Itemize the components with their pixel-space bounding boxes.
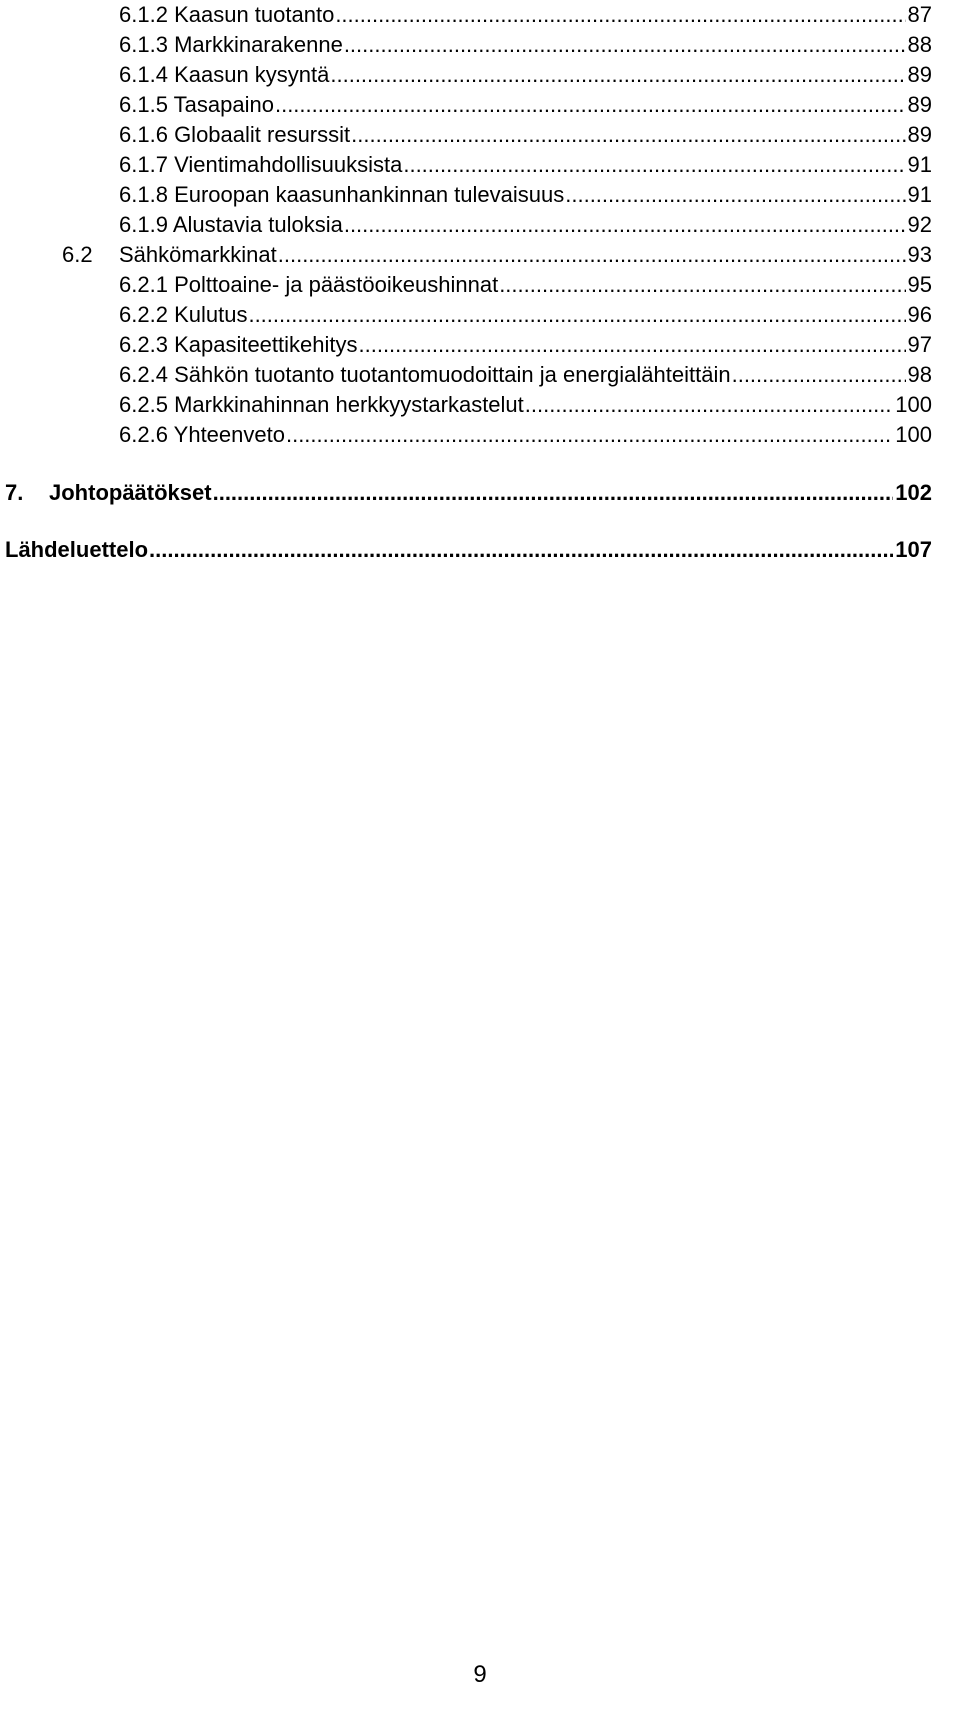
dot-leader bbox=[499, 270, 905, 300]
toc-entry-6-2-2[interactable] bbox=[119, 300, 932, 330]
toc-entry-number: 6.1.5 bbox=[119, 92, 168, 117]
toc-entry-7[interactable] bbox=[5, 478, 932, 508]
toc-entry-number: 6.1.4 bbox=[119, 62, 168, 87]
toc-entry-number: 6.2.1 bbox=[119, 272, 168, 297]
toc-entry-number: 7. bbox=[5, 480, 24, 505]
toc-entry-6-2-6[interactable] bbox=[119, 420, 932, 450]
dot-leader bbox=[344, 210, 906, 240]
toc-entry-6-1-4[interactable] bbox=[119, 60, 932, 90]
toc-entry-title: Polttoaine- ja päästöoikeushinnat bbox=[174, 272, 499, 297]
dot-leader bbox=[213, 478, 894, 508]
dot-leader bbox=[351, 120, 905, 150]
dot-leader bbox=[344, 30, 906, 60]
toc-entry-6-2-5[interactable] bbox=[119, 390, 932, 420]
toc-entry-number: 6.2.4 bbox=[119, 362, 168, 387]
toc-entry-lahdeluettelo[interactable] bbox=[5, 535, 932, 565]
toc-entry-number: 6.2.5 bbox=[119, 392, 168, 417]
toc-entry-number: 6.1.7 bbox=[119, 152, 168, 177]
toc-entry-number: 6.1.2 bbox=[119, 2, 168, 27]
toc-entry-page: 92 bbox=[907, 212, 932, 237]
toc-entry-title: Kaasun tuotanto bbox=[174, 2, 335, 27]
page-number: 9 bbox=[473, 1661, 487, 1688]
toc-entry-page: 100 bbox=[895, 392, 932, 417]
toc-entry-page: 89 bbox=[907, 62, 932, 87]
toc-entry-page: 98 bbox=[907, 362, 932, 387]
toc-entry-6-2-3[interactable] bbox=[119, 330, 932, 360]
toc-entry-6-1-8[interactable] bbox=[119, 180, 932, 210]
toc-entry-title: Markkinarakenne bbox=[174, 32, 343, 57]
toc-entry-page: 87 bbox=[907, 2, 932, 27]
toc-entry-title: Vientimahdollisuuksista bbox=[174, 152, 403, 177]
dot-leader bbox=[278, 240, 906, 270]
toc-entry-number: 6.2.3 bbox=[119, 332, 168, 357]
toc-entry-title: Sähkömarkkinat bbox=[119, 242, 277, 267]
toc-entry-6-1-2[interactable] bbox=[119, 0, 932, 30]
toc-entry-page: 89 bbox=[907, 92, 932, 117]
dot-leader bbox=[403, 150, 905, 180]
dot-leader bbox=[335, 0, 905, 30]
toc-entry-number: 6.1.8 bbox=[119, 182, 168, 207]
toc-entry-page: 91 bbox=[907, 152, 932, 177]
dot-leader bbox=[286, 420, 893, 450]
toc-entry-title: Kulutus bbox=[174, 302, 248, 327]
toc-entry-6-2-1[interactable] bbox=[119, 270, 932, 300]
toc-entry-page: 107 bbox=[895, 537, 932, 562]
toc-entry-number: 6.2.2 bbox=[119, 302, 168, 327]
toc-entry-page: 91 bbox=[907, 182, 932, 207]
dot-leader bbox=[525, 390, 894, 420]
toc-entry-title: Markkinahinnan herkkyystarkastelut bbox=[174, 392, 524, 417]
dot-leader bbox=[248, 300, 905, 330]
toc-entry-title: Kaasun kysyntä bbox=[174, 62, 330, 87]
toc-entry-title: Kapasiteettikehitys bbox=[174, 332, 358, 357]
toc-entry-page: 89 bbox=[907, 122, 932, 147]
toc-entry-title: Sähkön tuotanto tuotantomuodoittain ja energialähteittäin bbox=[174, 362, 731, 387]
toc-entry-number: 6.1.3 bbox=[119, 32, 168, 57]
toc-entry-page: 95 bbox=[907, 272, 932, 297]
toc-entry-title: Yhteenveto bbox=[173, 422, 285, 447]
toc-entry-number: 6.2 bbox=[62, 242, 93, 267]
toc-entry-page: 96 bbox=[907, 302, 932, 327]
toc-entry-6-2-4[interactable] bbox=[119, 360, 932, 390]
toc-entry-6-1-3[interactable] bbox=[119, 30, 932, 60]
toc-entry-page: 97 bbox=[907, 332, 932, 357]
toc-entry-6-2[interactable] bbox=[62, 240, 932, 270]
toc-entry-page: 102 bbox=[895, 480, 932, 505]
toc-entry-6-1-5[interactable] bbox=[119, 90, 932, 120]
toc-entry-title: Tasapaino bbox=[173, 92, 274, 117]
dot-leader bbox=[149, 535, 893, 565]
toc-entry-6-1-7[interactable] bbox=[119, 150, 932, 180]
toc-entry-6-1-9[interactable] bbox=[119, 210, 932, 240]
toc-entry-number: 6.1.6 bbox=[119, 122, 168, 147]
dot-leader bbox=[275, 90, 906, 120]
dot-leader bbox=[565, 180, 905, 210]
toc-entry-title: Johtopäätökset bbox=[49, 480, 212, 505]
dot-leader bbox=[330, 60, 905, 90]
toc-entry-title: Globaalit resurssit bbox=[174, 122, 351, 147]
toc-entry-page: 93 bbox=[907, 242, 932, 267]
toc-entry-title: Lähdeluettelo bbox=[5, 537, 149, 562]
toc-entry-title: Alustavia tuloksia bbox=[172, 212, 343, 237]
dot-leader bbox=[732, 360, 906, 390]
toc-entry-number: 6.2.6 bbox=[119, 422, 168, 447]
toc-entry-6-1-6[interactable] bbox=[119, 120, 932, 150]
toc-entry-page: 100 bbox=[895, 422, 932, 447]
dot-leader bbox=[359, 330, 906, 360]
toc-entry-page: 88 bbox=[907, 32, 932, 57]
toc-entry-title: Euroopan kaasunhankinnan tulevaisuus bbox=[174, 182, 565, 207]
toc-entry-number: 6.1.9 bbox=[119, 212, 168, 237]
